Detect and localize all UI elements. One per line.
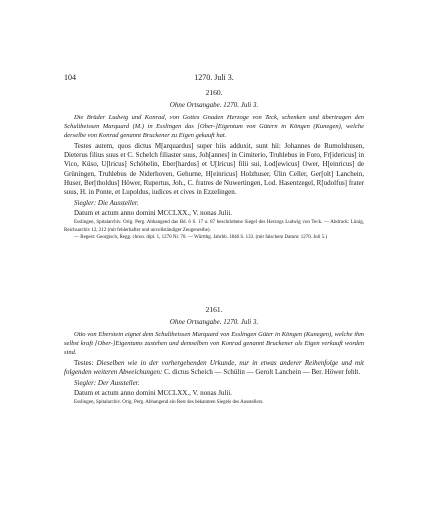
entry-datum: Datum et actum anno domini MCCLXX., V. nonas Julii. — [74, 208, 233, 217]
entry-note: Esslingen, Spitalarchiv. Orig. Perg. Abhangend das Bd. 6 S. 17 u. 87 beschriebene Siegel des Herzogs Ludwig von Teck. — Abdruck: Lünig, Reichsarchiv 12, 212 (mit fehlerhafter und unvollständiger Zeugenreihe). — [64, 220, 364, 233]
witness-lead: Testes autem, quos dictus M[arquardus] super hiis adduxit, sunt hii: Johannes de Rumolshusen, Dieterus filius suus et C. Schelch filiaster suus, Joh[annes] in Cimiterio, Truhlebus in Foro, Fr[idericus] in Vico, Küso, U[lricus] Schöhelin, Eber[hardus] et U[lricus] filii sui, Lod[ewicus] Ower, H[einricus] de Grüningen, Truhlebus de Niderhoven, Gehurne, H[einricus] Holzhuser, Ülin Celler, Ger[olt] Lanchein, Huser, Ber[tholdus] Höwer, Rupertus, Joh., C. fratres de Nuwertingen, Lod. Hasentzegel, R[udolfus] frater suus, H. in Ponte, et Lupoldus, iudices et cives in Ezzelingen. — [64, 142, 364, 197]
entry-number: 2160. — [205, 88, 223, 97]
entry-date-place: Ohne Ortsangabe. 1270. Juli 3. — [169, 101, 259, 109]
witness-tail: C. dictus Scheich — Schülin — Gerolt Lanchein — Ber. Höwer fehlt. — [162, 368, 361, 377]
entry-witness-text — [64, 359, 364, 377]
entry-siegler — [64, 379, 364, 389]
siegler-label: Siegler: — [74, 379, 97, 388]
running-head: 1270. Juli 3. — [194, 73, 234, 82]
siegler-value: Die Aussteller. — [97, 199, 139, 208]
witness-italic: Dieselben wie in der vorhergehenden Urkunde, nur in etwas anderer Reihenfolge und mit folgenden weiteren Abweichungen: — [64, 359, 365, 377]
entry-witness-text — [64, 142, 364, 197]
entry-note: — Regest: Georgisch, Regg. chron. dipl. 1, 1270 Nr. 70. — Württbg. Jahrbb. 1846 S. 133. (mit falschem Datum: 1270. Juli 5.) — [74, 235, 328, 241]
siegler-label: Siegler: — [74, 199, 97, 208]
document-entry-2161 — [64, 305, 364, 407]
siegler-value: Der Aussteller. — [97, 379, 140, 388]
entry-datum: Datum et actum anno domini MCCLXX., V. nonas Julii. — [74, 388, 233, 397]
entry-date-place: Ohne Ortsangabe. 1270. Juli 3. — [169, 318, 259, 326]
entry-siegler — [64, 199, 364, 209]
entry-regest: Die Brüder Ludwig und Konrad, von Gottes Gnaden Herzoge von Teck, schenken und übertragen den Schultheissen Marquard (M.) in Esslingen das [Ober-]Eigentum von Gütern in Köngen (Kunegen), welche derselbe von Konrad genannt Bruckener zu Eigen gekauft hat. — [64, 114, 364, 139]
page-number: 104 — [64, 73, 76, 82]
entry-regest: Otto von Eberstein eignet dem Schultheissen Marquard von Esslingen Güter in Köngen (Kunegen), welche ihm selbst kraft [Ober-]Eigentums zustehen und demselben von Konrad genannt Bruckener als Eigen verkauft worden sind. — [64, 331, 364, 356]
entry-note: Esslingen, Spitalarchiv. Orig. Perg. Abhangend ein Rest des bekannten Siegels des Ausstellers. — [74, 400, 264, 406]
page-header — [64, 72, 364, 84]
entry-number: 2161. — [205, 305, 223, 314]
witness-lead: Testes: — [74, 359, 97, 367]
document-entry-2160 — [64, 88, 364, 242]
